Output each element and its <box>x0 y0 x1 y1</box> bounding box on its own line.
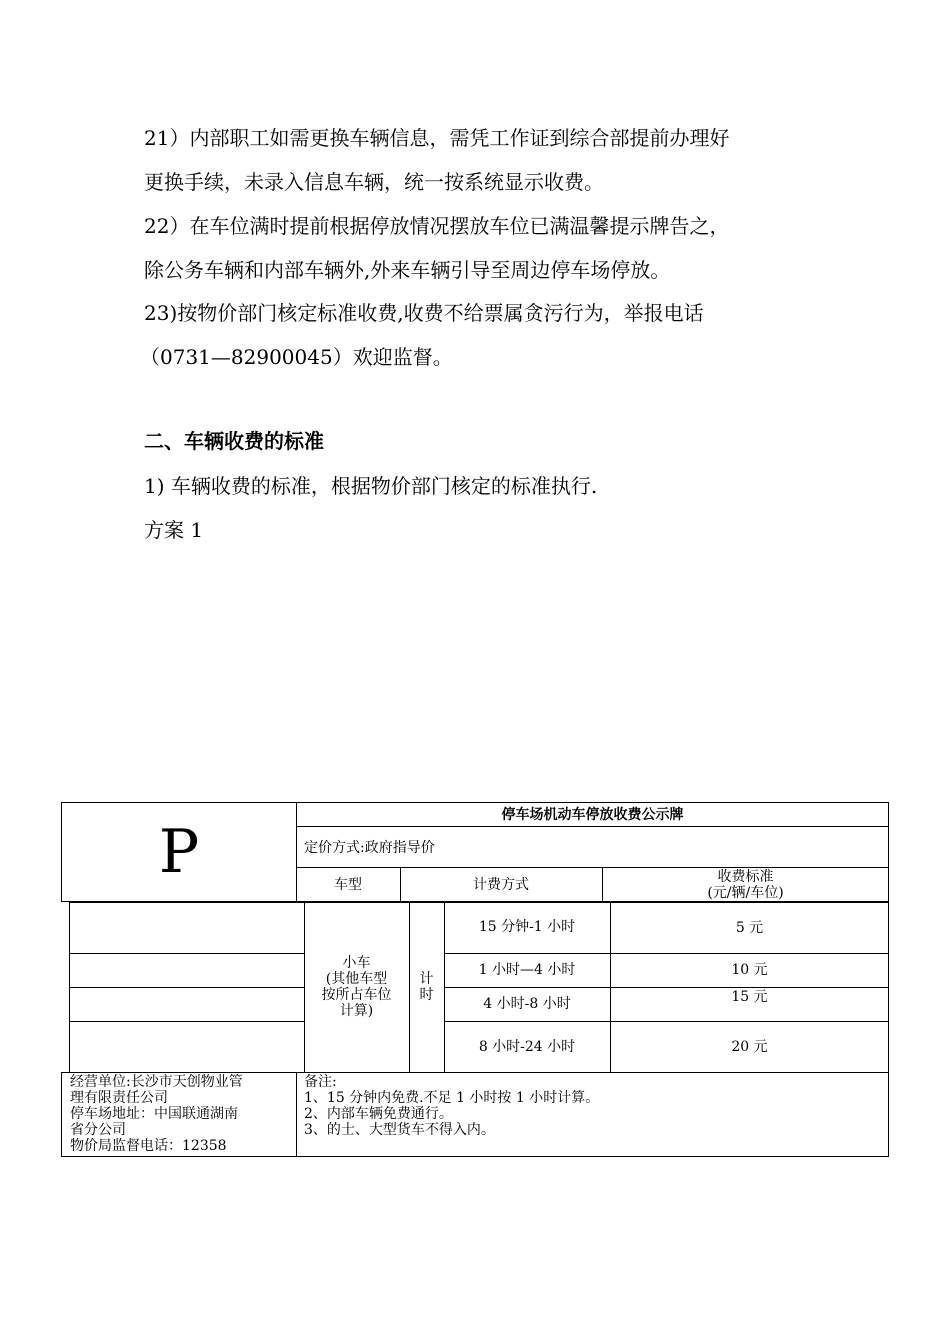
operator-line-1: 经营单位:长沙市天创物业管 <box>70 1074 243 1090</box>
rate-period-2: 1 小时—4 小时 <box>478 962 576 978</box>
sign-title: 停车场机动车停放收费公示牌 <box>501 807 684 823</box>
paragraph-21-line1: 21）内部职工如需更换车辆信息，需凭工作证到综合部提前办理好 <box>144 126 730 150</box>
pricing-method: 定价方式:政府指导价 <box>304 840 435 856</box>
note-1: 1、15 分钟内免费.不足 1 小时按 1 小时计算。 <box>304 1090 600 1106</box>
note-2: 2、内部车辆免费通行。 <box>304 1106 453 1122</box>
rate-fee-4: 20 元 <box>731 1039 768 1055</box>
rate-period-1: 15 分钟-1 小时 <box>478 919 576 935</box>
vehicle-note-3: 计算) <box>339 1003 374 1019</box>
paragraph-23-line2: （0731—82900045）欢迎监督。 <box>140 345 453 369</box>
section-heading: 二、车辆收费的标准 <box>144 429 324 453</box>
paragraph-23-line1: 23)按物价部门核定标准收费,收费不给票属贪污行为，举报电话 <box>144 301 704 325</box>
rate-fee-3: 15 元 <box>731 989 768 1005</box>
parking-logo: P <box>158 817 200 887</box>
operator-line-4: 省分公司 <box>70 1122 126 1138</box>
vehicle-small-car: 小车 <box>342 955 371 971</box>
vehicle-note-1: (其他车型 <box>325 971 388 987</box>
rate-fee-1: 5 元 <box>735 920 764 936</box>
operator-line-5: 物价局监督电话：12358 <box>70 1138 227 1154</box>
operator-line-2: 理有限责任公司 <box>70 1090 168 1106</box>
paragraph-22-line1: 22）在车位满时提前根据停放情况摆放车位已满温馨提示牌告之， <box>144 214 730 238</box>
header-fee-line1: 收费标准 <box>717 869 774 885</box>
operator-line-3: 停车场地址：中国联通湖南 <box>70 1106 238 1122</box>
paragraph-21-line2: 更换手续，未录入信息车辆，统一按系统显示收费。 <box>144 170 604 194</box>
paragraph-22-line2: 除公务车辆和内部车辆外,外来车辆引导至周边停车场停放。 <box>144 258 671 282</box>
header-fee-line2: (元/辆/车位) <box>707 885 784 901</box>
notes-label: 备注: <box>304 1074 337 1090</box>
rate-period-3: 4 小时-8 小时 <box>483 996 571 1012</box>
note-3: 3、的士、大型货车不得入内。 <box>304 1122 495 1138</box>
header-vehicle-type: 车型 <box>334 877 362 893</box>
header-billing-method: 计费方式 <box>473 877 529 893</box>
rate-period-4: 8 小时-24 小时 <box>478 1039 576 1055</box>
plan-label: 方案 1 <box>144 518 204 542</box>
section-item-1: 1) 车辆收费的标准，根据物价部门核定的标准执行. <box>144 474 598 498</box>
vehicle-note-2: 按所占车位 <box>321 987 392 1003</box>
billing-by-time-1: 计 <box>419 971 434 987</box>
billing-by-time-2: 时 <box>419 987 434 1003</box>
rate-fee-2: 10 元 <box>731 962 768 978</box>
